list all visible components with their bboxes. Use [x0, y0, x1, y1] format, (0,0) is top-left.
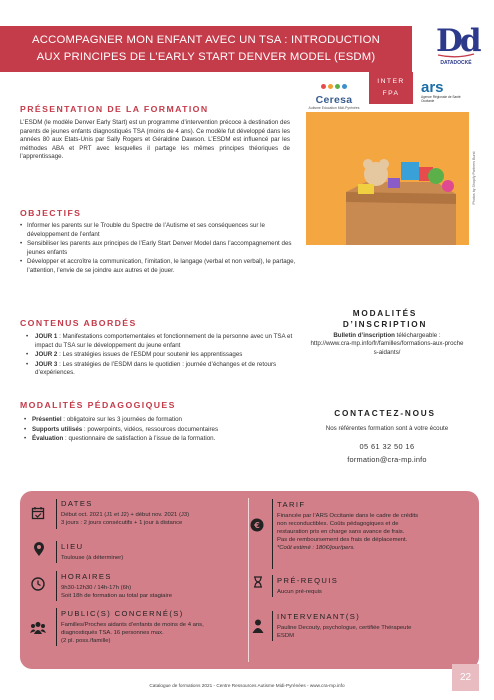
- location-pin-icon: [33, 542, 45, 557]
- horaires-title: HORAIRES: [61, 572, 112, 581]
- item-label: Supports utilisés: [32, 425, 83, 433]
- dates-block: [61, 499, 246, 527]
- objectifs-title: OBJECTIFS: [20, 208, 82, 218]
- day-text: : Manifestations comportementales et fonctionnement de la personne avec un TSA et impact du TSA sur le développement du jeune enfant: [35, 333, 293, 349]
- contact-title: CONTACTEZ-NOUS: [334, 409, 436, 418]
- public-title: PUBLIC(S) CONCERNÉ(S): [61, 609, 184, 618]
- badge-line-2: FPA: [382, 90, 400, 97]
- header-banner: [0, 26, 412, 72]
- intervenant-title: INTERVENANT(S): [277, 612, 361, 621]
- item-label: Présentiel: [32, 416, 62, 423]
- clock-icon: [31, 577, 45, 591]
- intervenant-line-1: Pauline Decouty, psychologue, certifiée Thérapeute: [277, 625, 412, 631]
- inscription-title: [305, 308, 465, 330]
- horaires-line-2: Soit 18h de formation au total par stagiaire: [61, 593, 173, 599]
- inscription-box: [297, 332, 477, 357]
- public-line-1: Familles/Proches aidants d’enfants de moins de 4 ans,: [61, 622, 204, 628]
- contact-email[interactable]: formation@cra-mp.info: [347, 455, 427, 464]
- public-block: [61, 609, 246, 645]
- inscription-title-line-1: MODALITÉS: [352, 309, 418, 318]
- lieu-line-1: Toulouse (à déterminer): [61, 555, 124, 561]
- list-item: • Sensibiliser les parents aux principes de l’Early Start Denver Model dans l’accompagnement des jeunes enfants: [20, 240, 298, 257]
- intervenant-line-2: ESDM: [277, 633, 295, 639]
- item-text: : obligatoire sur les 3 journées de formation: [61, 416, 182, 423]
- title-line-2: AUX PRINCIPES DE L’EARLY START DENVER MODEL (ESDM): [36, 51, 376, 63]
- tarif-line-1: Financée par l’ARS Occitanie dans le cadre de crédits: [277, 513, 419, 519]
- svg-text:€: €: [254, 521, 260, 530]
- prerequis-line-1: Aucun pré-requis: [277, 589, 322, 595]
- datadocke-label: DATADOCKÉ: [440, 60, 472, 66]
- list-item: [24, 351, 296, 360]
- tarif-title: TARIF: [277, 500, 306, 509]
- tarif-line-4: Pas de remboursement des frais de déplacement.: [277, 537, 408, 543]
- prerequis-block: [277, 576, 473, 596]
- tarif-line-2: non reconductibles. Coûts pédagogiques et de: [277, 521, 399, 527]
- photo-credit: [470, 112, 478, 245]
- item-label: Évaluation: [32, 435, 64, 443]
- dates-line-2: 3 jours : 2 jours consécutifs + 1 jour à distance: [61, 520, 183, 526]
- contenus-list: [24, 333, 296, 379]
- day-text: : Les stratégies de l’ESDM dans le quotidien : journée d’échanges et de retours d’expériences.: [35, 360, 277, 377]
- public-line-2: diagnostiqués TSA. 16 personnes max.: [61, 630, 164, 636]
- prerequis-bar: [272, 575, 273, 597]
- photo-credit-text: Photos by Shopify Partners Burst: [472, 151, 476, 205]
- tarif-block: [277, 500, 473, 552]
- bulletin-label-after: téléchargeable :: [394, 332, 441, 339]
- calendar-icon: [31, 506, 45, 520]
- public-bar: [56, 608, 57, 646]
- item-text: : powerpoints, vidéos, ressources documentaires: [82, 425, 219, 433]
- tarif-line-3: restauration pris en charge sans avance de frais.: [277, 529, 405, 535]
- datadocke-mark-icon: Dd: [436, 23, 479, 59]
- contenus-title: CONTENUS ABORDÉS: [20, 318, 137, 328]
- lieu-block: [61, 542, 246, 562]
- contact-phone[interactable]: 05 61 32 50 16: [359, 442, 415, 451]
- ars-name: ars: [421, 79, 444, 96]
- pedagogiques-title: MODALITÉS PÉDAGOGIQUES: [20, 400, 176, 410]
- ceresa-sub: Autisme Education Midi-Pyrénées: [308, 106, 360, 110]
- list-item: [24, 333, 296, 350]
- public-line-3: (2 pl. poss./famille): [61, 638, 111, 644]
- list-item: [24, 426, 299, 435]
- footer-text: Catalogue de formations 2021 - Centre Ressources Autisme Midi-Pyrénées - www.cra-mp.info: [149, 683, 345, 688]
- day-label: JOUR 1: [35, 333, 58, 340]
- toy-box-illustration-icon: [306, 112, 469, 245]
- objectifs-list: [20, 222, 298, 277]
- day-label: JOUR 3: [35, 360, 58, 368]
- list-item: [24, 361, 296, 378]
- presentation-text: L’ESDM (le modèle Denver Early Start) est un programme d’intervention précoce à destination des parents de jeunes enfants diagnostiqués TSA (moins de 4 ans). Ce modèle fut développé dans les années 80 aux Etats-Unis par Sally Rogers et Géraldine Dawson. L’ESDM est influencé par les méthodes ABA et PRT avec lesquelles il partage les mêmes principes théoriques de l’apprentissage.: [20, 119, 290, 161]
- list-item: [24, 435, 299, 444]
- datadocke-logo: [436, 23, 479, 70]
- inter-fpa-badge: [369, 72, 413, 104]
- euro-icon: [250, 518, 264, 532]
- contact-box: [297, 425, 477, 464]
- ceresa-logo: [305, 76, 363, 110]
- panel-divider: [248, 498, 249, 662]
- day-label: JOUR 2: [35, 351, 58, 359]
- prerequis-title: PRÉ-REQUIS: [277, 576, 339, 585]
- list-item: [24, 416, 299, 425]
- ars-logo: [421, 80, 471, 103]
- list-item: • Développer et accroître la communication, l’imitation, le langage (verbal et non verbal), le partage, l’attention, l’envie de se joindre aux autres et de jouer.: [20, 258, 298, 275]
- tarif-line-5: *Coût estimé : 180€/jour/pers.: [277, 545, 355, 551]
- ars-sub: Agence Régionale de Santé Occitanie: [421, 95, 461, 103]
- person-icon: [252, 619, 264, 633]
- intervenant-bar: [272, 611, 273, 641]
- day-text: : Les stratégies issues de l’ESDM pour soutenir les apprentissages: [57, 351, 243, 359]
- page-number: 22: [452, 664, 479, 691]
- ceresa-dots-icon: [305, 76, 363, 94]
- pedagogiques-list: [24, 416, 299, 445]
- title-line-1: ACCOMPAGNER MON ENFANT AVEC UN TSA : INTRODUCTION: [32, 34, 380, 46]
- people-icon: [30, 621, 46, 635]
- dates-line-1: Début oct. 2021 (J1 et J2) + début nov. 2021 (J3): [61, 512, 190, 518]
- contact-intro: Nos référentes formation sont à votre écoute: [325, 425, 449, 432]
- presentation-title: PRÉSENTATION DE LA FORMATION: [20, 104, 209, 114]
- ceresa-name: Ceresa: [315, 94, 353, 106]
- horaires-line-1: 9h30-12h30 / 14h-17h (6h): [61, 585, 132, 591]
- dates-title: DATES: [61, 499, 93, 508]
- dates-bar: [56, 499, 57, 529]
- item-text: : questionnaire de satisfaction à l’issue de la formation.: [63, 435, 216, 443]
- lieu-bar: [56, 541, 57, 563]
- lieu-title: LIEU: [61, 542, 84, 551]
- badge-line-1: INTER: [377, 78, 405, 85]
- list-item: • Informer les parents sur le Trouble du Spectre de l’Autisme et ses conséquences sur le développement de l’enfant: [20, 222, 298, 239]
- intervenant-block: [277, 612, 473, 640]
- tarif-bar: [272, 499, 273, 569]
- horaires-bar: [56, 571, 57, 601]
- hourglass-icon: [253, 576, 263, 588]
- horaires-block: [61, 572, 246, 600]
- inscription-title-line-2: D’INSCRIPTION: [342, 320, 428, 329]
- bulletin-label: Bulletin d’inscription: [333, 332, 395, 339]
- inscription-link[interactable]: http://www.cra-mp.info/fr/familles/formations-aux-proches-aidants/: [310, 340, 464, 356]
- toys-photo: [306, 112, 469, 245]
